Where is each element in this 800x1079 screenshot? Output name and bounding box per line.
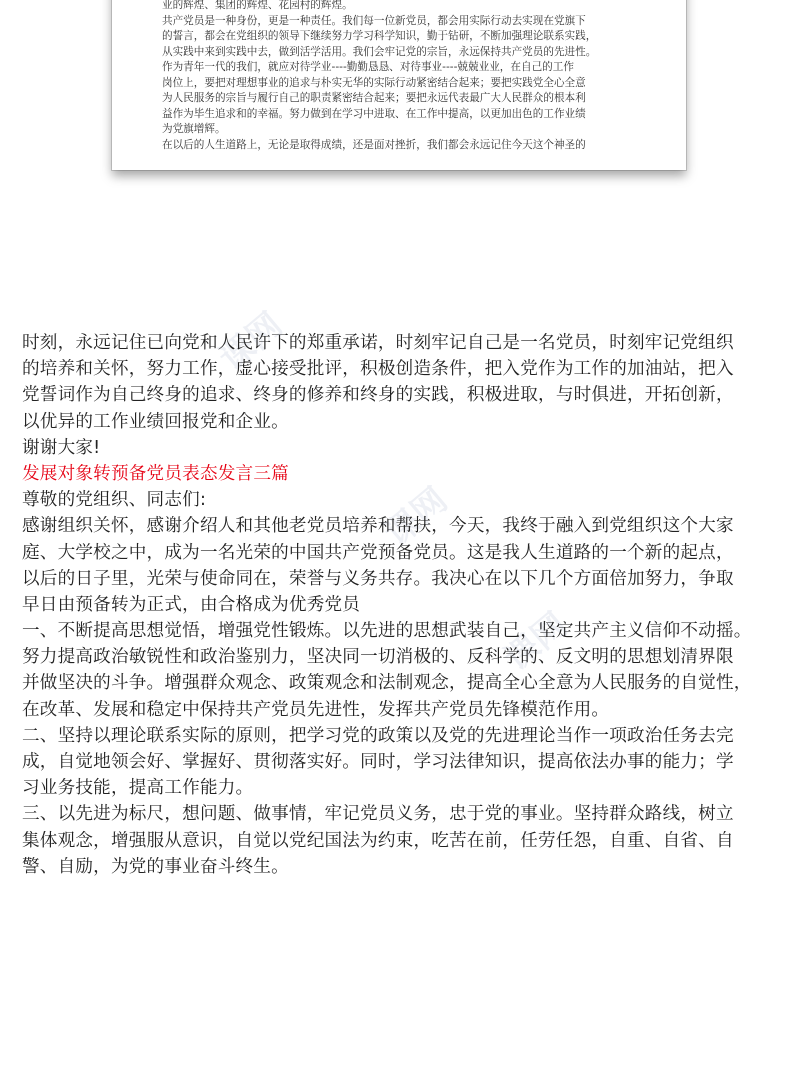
- body-line: 并做坚决的斗争。增强群众观念、政策观念和法制观念，提高全心全意为人民服务的自觉性，: [22, 673, 752, 694]
- body-line: 以后的日子里，光荣与使命同在，荣誉与义务共存。我决心在以下几个方面倍加努力，争取: [22, 568, 734, 589]
- document-preview-card: [112, 0, 686, 170]
- preview-line: 的誓言，都会在党组织的领导下继续努力学习科学知识，勤于钻研，不断加强理论联系实践，: [162, 30, 597, 42]
- body-line: 感谢组织关怀，感谢介绍人和其他老党员培养和帮扶，今天，我终于融入到党组织这个大家: [22, 516, 734, 537]
- body-line: 成，自觉地领会好、掌握好、贯彻落实好。同时，学习法律知识，提高依法办事的能力；学: [22, 752, 734, 772]
- body-line: 三、以先进为标尺，想问题、做事情，牢记党员义务，忠于党的事业。坚持群众路线，树立: [22, 804, 734, 825]
- preview-line: 为人民服务的宗旨与履行自己的职责紧密结合起来；要把永远代表最广大人民群众的根本利: [162, 92, 586, 104]
- body-line: 庭、大学校之中，成为一名光荣的中国共产党预备党员。这是我人生道路的一个新的起点，: [22, 542, 734, 563]
- body-line: 的培养和关怀，努力工作，虚心接受批评，积极创造条件，把入党作为工作的加油站，把入: [22, 359, 734, 380]
- body-line: 党誓词作为自己终身的追求、终身的修养和终身的实践，积极进取，与时俱进，开拓创新，: [22, 385, 734, 406]
- watermark: 课网: [377, 480, 456, 555]
- preview-line: 作为青年一代的我们，就应对待学业----勤勤恳恳、对待事业----兢兢业业，在自己的工作: [162, 61, 574, 73]
- preview-line: 为党旗增辉。: [162, 123, 226, 135]
- body-line: 时刻，永远记住已向党和人民许下的郑重承诺，时刻牢记自己是一名党员，时刻牢记党组织: [22, 333, 734, 353]
- salutation: 尊敬的党组织、同志们:: [22, 490, 207, 511]
- closing-thanks: 谢谢大家!: [22, 437, 101, 458]
- preview-line: 益作为毕生追求和的幸福。努力做到在学习中进取、在工作中提高，以更加出色的工作业绩: [162, 107, 586, 120]
- document-body: [22, 330, 782, 880]
- body-line: 早日由预备转为正式，由合格成为优秀党员: [22, 594, 361, 615]
- body-line: 努力提高政治敏锐性和政治鉴别力，坚决同一切消极的、反科学的、反文明的思想划清界限: [22, 647, 734, 668]
- preview-line: 岗位上，要把对理想事业的追求与朴实无华的实际行动紧密结合起来；要把实践党全心全意: [162, 76, 586, 89]
- preview-text: [162, 0, 662, 153]
- preview-line: 在以后的人生道路上，无论是取得成绩，还是面对挫折，我们都会永远记住今天这个神圣的: [162, 138, 586, 151]
- watermark: 课网: [212, 305, 291, 380]
- section-title: 发展对象转预备党员表态发言三篇: [22, 463, 289, 484]
- watermark: 课网: [497, 605, 576, 680]
- body-line: 集体观念，增强服从意识，自觉以党纪国法为约束，吃苦在前，任劳任怨，自重、自省、自: [22, 830, 734, 851]
- body-line: 习业务技能，提高工作能力。: [22, 778, 254, 799]
- preview-line: 业的辉煌、集团的辉煌、花园村的辉煌。: [162, 0, 353, 11]
- body-line: 以优异的工作业绩回报党和企业。: [22, 411, 289, 432]
- body-line: 二、坚持以理论联系实际的原则，把学习党的政策以及党的先进理论当作一项政治任务去完: [22, 725, 734, 746]
- body-line: 一、不断提高思想觉悟，增强党性锻炼。以先进的思想武装自己，坚定共产主义信仰不动摇。: [22, 621, 752, 642]
- preview-line: 共产党员是一种身份，更是一种责任。我们每一位新党员，都会用实际行动去实现在党旗下: [162, 14, 586, 27]
- body-line: 警、自励，为党的事业奋斗终生。: [22, 856, 289, 877]
- preview-line: 从实践中来到实践中去，做到活学活用。我们会牢记党的宗旨，永远保持共产党员的先进性。: [162, 45, 597, 58]
- body-line: 在改革、发展和稳定中保持共产党员先进性，发挥共产党员先锋模范作用。: [22, 699, 610, 720]
